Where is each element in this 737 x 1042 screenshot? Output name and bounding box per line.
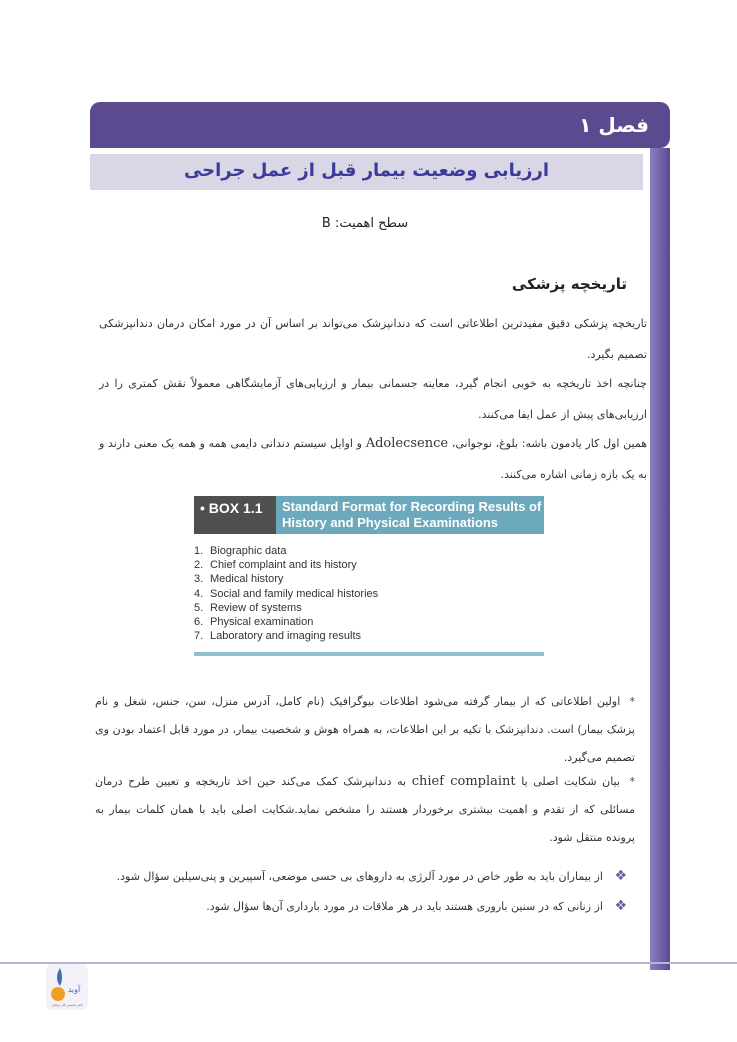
side-accent-bar	[650, 148, 670, 970]
diamond-bullet-icon: ❖	[614, 898, 627, 914]
box-list-item: 6. Physical examination	[194, 615, 314, 628]
chapter-title: فصل ۱	[579, 113, 649, 137]
box-title: Standard Format for Recording Results of History and Physical Examinations	[282, 499, 542, 530]
box-list-item: 4. Social and family medical histories	[194, 587, 379, 600]
paragraph-2: چنانچه اخذ تاریخچه به خوبی انجام گیرد، معاینه جسمانی بیمار و ارزیابی‌های آزمایشگاهی معمولاً نقش کمتری را در ارزیابی‌های پیش از عمل ایفا می‌کنند.	[99, 377, 647, 421]
box-list-item: 7. Laboratory and imaging results	[194, 630, 362, 643]
paragraph-1: تاریخچه پزشکی دقیق مفیدترین اطلاعاتی است که دندانپزشک می‌تواند بر اساس آن در مورد امکان درمان دندانپزشکی تصمیم بگیرد.	[99, 317, 647, 361]
publisher-logo	[46, 964, 88, 1010]
box-list-item: 3. Medical history	[194, 573, 284, 586]
importance-level: سطح اهمیت: B	[321, 216, 409, 231]
logo-caption: ناشر نخستین آثار پزشکی	[51, 1003, 83, 1007]
diamond-bullet-icon: ❖	[614, 868, 627, 884]
box-list-item: 5. Review of systems	[194, 601, 302, 614]
page-title: ارزیابی وضعیت بیمار قبل از عمل جراحی	[183, 160, 550, 181]
box-label: • BOX 1.1	[200, 500, 263, 516]
bullet-note-2: * بیان شکایت اصلی یا chief complaint به دندانپزشک کمک می‌کند حین اخذ تاریخچه و تعیین طرح درمان مسائلی که از تقدم و اهمیت بیشتری برخوردار هستند را مشخص نماید.شکایت اصلی باید با همان کلمات بیمار به پرونده منتقل شود.	[95, 774, 636, 844]
paragraph-3: همین اول کار یادمون باشه: بلوغ، نوجوانی، Adolecsence و اوایل سیستم دندانی دایمی همه و همه یک معنی دارند و به یک بازه زمانی اشاره می‌کنند.	[99, 436, 647, 481]
note-item-1: ❖ از بیماران باید به طور خاص در مورد آلرژی به داروهای بی حسی موضعی، آسپیرین و پنی‌سیلین سؤال شود.	[116, 868, 627, 884]
section-heading: تاریخچه پزشکی	[511, 275, 627, 293]
box-figure	[194, 496, 544, 658]
logo-icon	[46, 964, 88, 1010]
asterisk-icon: *	[629, 775, 636, 788]
box-list-item: 2. Chief complaint and its history	[194, 559, 357, 572]
asterisk-icon: *	[629, 695, 635, 708]
logo-text: آوید	[67, 985, 81, 994]
english-term: Adolecsence	[365, 436, 449, 451]
bullet-note-1: * اولین اطلاعاتی که از بیمار گرفته می‌شود اطلاعات بیوگرافیک (نام کامل، آدرس منزل، سن، جنس، شغل و نام پزشک بیمار) است. دندانپزشک با تکیه بر این اطلاعات، به همراه هوش و شخصیت بیمار، در مورد قابل اعتماد بودن وی تصمیم می‌گیرد.	[95, 695, 635, 764]
english-term: chief complaint	[411, 774, 516, 789]
note-item-2: ❖ از زنانی که در سنین باروری هستند باید در هر ملاقات در مورد بارداری آن‌ها سؤال شود.	[206, 898, 627, 914]
box-list	[194, 544, 378, 643]
box-list-item: 1. Biographic data	[194, 545, 287, 557]
footer-rule	[0, 962, 737, 964]
box-bottom-rule	[194, 652, 544, 656]
